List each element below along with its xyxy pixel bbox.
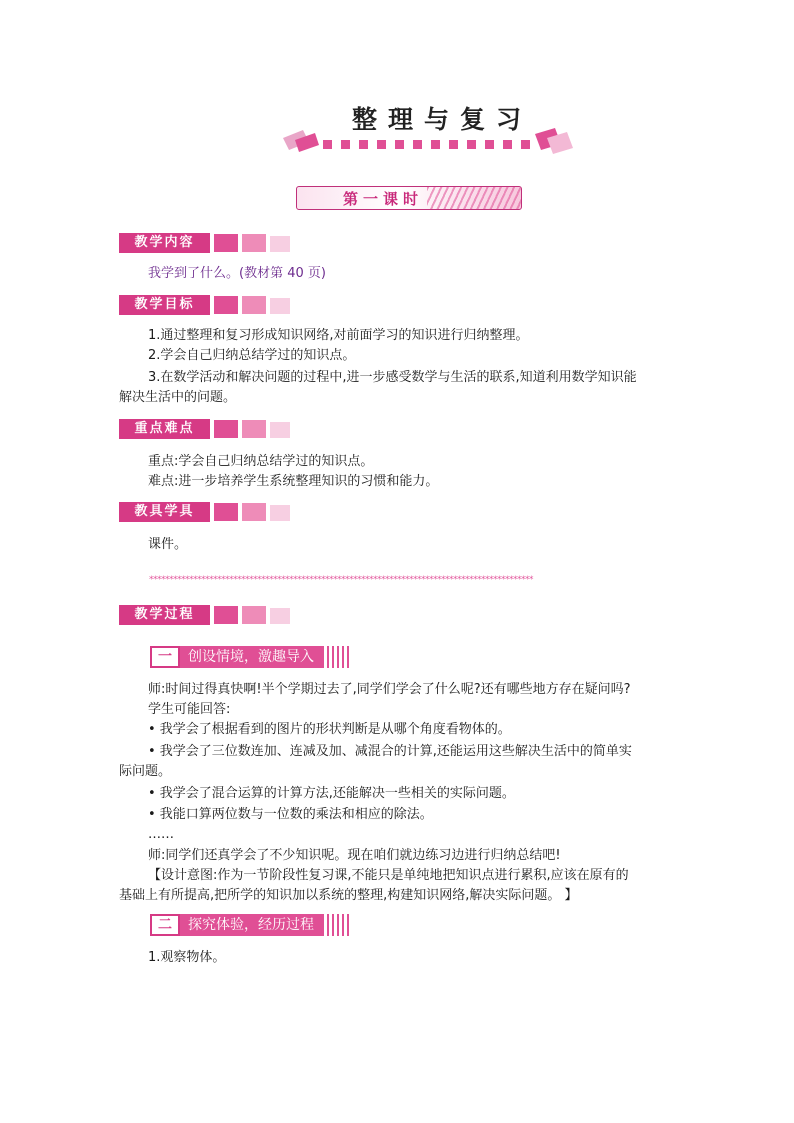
difficult-point-text: 难点:进一步培养学生系统整理知识的习惯和能力。 xyxy=(148,474,439,489)
lesson-banner xyxy=(296,186,522,210)
section-header-process xyxy=(119,604,290,626)
step-number: 一 xyxy=(150,646,180,668)
section-header-key-points xyxy=(119,418,290,440)
step1-line: 师:同学们还真学会了不少知识呢。现在咱们就边练习边进行归纳总结吧! xyxy=(148,848,561,863)
section-header-label: 教学内容 xyxy=(119,233,210,253)
goal-item: 1.通过整理和复习形成知识网络,对前面学习的知识进行归纳整理。 xyxy=(148,328,529,343)
step1-line: • 我能口算两位数与一位数的乘法和相应的除法。 xyxy=(148,807,433,822)
header-square xyxy=(214,420,238,438)
content-text: 我学到了什么。(教材第 40 页) xyxy=(148,266,326,281)
header-square xyxy=(270,505,290,521)
separator-line: ************************************************************************************************ xyxy=(149,575,533,585)
banner-stripes xyxy=(427,187,522,210)
section-header-label: 教具学具 xyxy=(119,502,210,522)
header-square xyxy=(242,606,266,624)
goal-item: 2.学会自己归纳总结学过的知识点。 xyxy=(148,348,356,363)
step1-line: 基础上有所提高,把所学的知识加以系统的整理,构建知识网络,解决实际问题。 】 xyxy=(119,888,578,903)
section-header-content xyxy=(119,232,290,254)
header-square xyxy=(270,236,290,252)
step-header-stripes xyxy=(322,646,350,668)
key-point-text: 重点:学会自己归纳总结学过的知识点。 xyxy=(148,454,374,469)
step1-line: 【设计意图:作为一节阶段性复习课,不能只是单纯地把知识点进行累积,应该在原有的 xyxy=(148,868,629,883)
header-square xyxy=(214,503,238,521)
step1-line: 学生可能回答: xyxy=(148,702,231,717)
header-square xyxy=(242,420,266,438)
section-header-label: 教学过程 xyxy=(119,605,210,625)
step-number: 二 xyxy=(150,914,180,936)
header-square xyxy=(214,296,238,314)
step-title: 创设情境，激趣导入 xyxy=(180,646,322,668)
step1-line: • 我学会了根据看到的图片的形状判断是从哪个角度看物体的。 xyxy=(148,722,511,737)
header-square xyxy=(270,422,290,438)
step-title: 探究体验，经历过程 xyxy=(180,914,322,936)
goal-item: 解决生活中的问题。 xyxy=(119,390,237,405)
section-header-label: 教学目标 xyxy=(119,295,210,315)
page-title: 整理与复习 xyxy=(352,105,533,134)
step-header-stripes xyxy=(322,914,350,936)
step1-line: • 我学会了混合运算的计算方法,还能解决一些相关的实际问题。 xyxy=(148,786,515,801)
section-header-materials xyxy=(119,501,290,523)
header-square xyxy=(214,606,238,624)
header-square xyxy=(242,503,266,521)
section-header-goals xyxy=(119,294,290,316)
step2-line: 1.观察物体。 xyxy=(148,950,226,965)
section-header-label: 重点难点 xyxy=(119,419,210,439)
header-square xyxy=(242,234,266,252)
step-header-1 xyxy=(150,646,350,668)
goal-item: 3.在数学活动和解决问题的过程中,进一步感受数学与生活的联系,知道利用数学知识能 xyxy=(148,370,637,385)
step1-line: 际问题。 xyxy=(119,764,172,779)
title-decoration xyxy=(283,128,573,158)
header-square xyxy=(270,608,290,624)
header-square xyxy=(214,234,238,252)
step1-line: …… xyxy=(148,827,174,842)
step-header-2 xyxy=(150,914,350,936)
header-square xyxy=(242,296,266,314)
step1-line: 师:时间过得真快啊!半个学期过去了,同学们学会了什么呢?还有哪些地方存在疑问吗? xyxy=(148,682,631,697)
header-square xyxy=(270,298,290,314)
lesson-banner-label: 第一课时 xyxy=(343,190,424,208)
materials-text: 课件。 xyxy=(148,537,188,552)
step1-line: • 我学会了三位数连加、连减及加、减混合的计算,还能运用这些解决生活中的简单实 xyxy=(148,744,632,759)
